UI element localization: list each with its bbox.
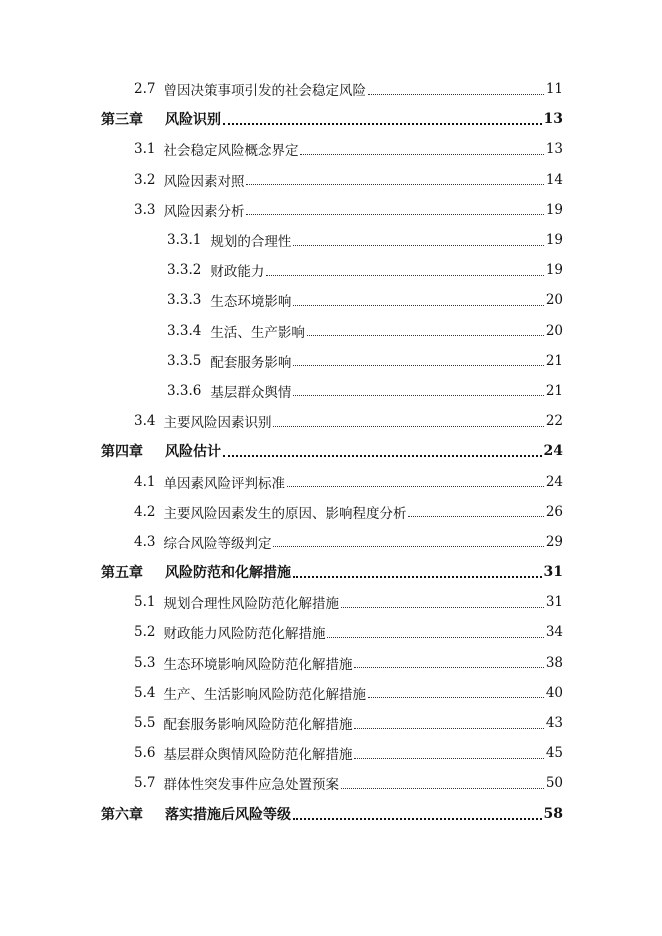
toc-entry-title: 落实措施后风险等级 <box>165 806 291 823</box>
toc-entry-number: 5.2 <box>134 624 156 641</box>
toc-entry-number: 3.3.4 <box>167 322 202 339</box>
toc-section-entry[interactable] <box>0 255 662 285</box>
toc-section-entry[interactable] <box>0 497 662 527</box>
toc-entry-number: 第五章 <box>101 565 143 582</box>
toc-entry-number: 第六章 <box>101 806 143 823</box>
toc-entry-title: 主要风险因素识别 <box>163 415 272 432</box>
toc-entry-page-number: 40 <box>545 684 563 701</box>
toc-entry-page-number: 31 <box>545 594 563 611</box>
toc-entry-title: 配套服务影响 <box>210 354 292 371</box>
dot-leader <box>408 515 543 517</box>
toc-entry-title: 风险因素对照 <box>163 173 245 190</box>
toc-entry-title: 生态环境影响 <box>210 294 292 311</box>
toc-entry-title: 基层群众舆情 <box>210 384 292 401</box>
toc-entry-number: 2.7 <box>134 81 156 98</box>
toc-section-entry[interactable] <box>0 708 662 738</box>
dot-leader <box>266 274 543 276</box>
toc-section-entry[interactable] <box>0 285 662 315</box>
toc-section-entry[interactable] <box>0 134 662 164</box>
toc-section-entry[interactable] <box>0 376 662 406</box>
dot-leader <box>246 183 543 185</box>
toc-entry-page-number: 45 <box>545 745 563 762</box>
toc-section-entry[interactable] <box>0 225 662 255</box>
dot-leader <box>223 454 542 457</box>
toc-entry-number: 4.2 <box>134 503 156 520</box>
dot-leader <box>341 787 544 789</box>
toc-entry-title: 单因素风险评判标准 <box>163 475 285 492</box>
toc-entry-number: 3.4 <box>134 413 156 430</box>
toc-entry-number: 3.3 <box>134 201 156 218</box>
toc-entry-title: 风险估计 <box>165 444 221 461</box>
toc-entry-page-number: 11 <box>545 81 563 98</box>
dot-leader <box>293 817 542 820</box>
toc-section-entry[interactable] <box>0 74 662 104</box>
dot-leader <box>300 153 543 155</box>
toc-chapter-entry[interactable] <box>0 557 662 587</box>
toc-entry-page-number: 20 <box>545 322 563 339</box>
toc-entry-page-number: 43 <box>545 715 563 732</box>
dot-leader <box>354 666 543 668</box>
toc-entry-title: 风险识别 <box>165 112 221 129</box>
toc-entry-title: 主要风险因素发生的原因、影响程度分析 <box>163 505 407 522</box>
toc-entry-title: 生态环境影响风险防范化解措施 <box>163 656 353 673</box>
toc-entry-title: 规划的合理性 <box>210 234 292 251</box>
toc-entry-number: 3.3.6 <box>167 382 202 399</box>
toc-entry-page-number: 19 <box>545 201 563 218</box>
toc-entry-number: 3.3.2 <box>167 262 202 279</box>
toc-section-entry[interactable] <box>0 527 662 557</box>
toc-entry-page-number: 20 <box>545 292 563 309</box>
toc-entry-title: 社会稳定风险概念界定 <box>163 143 299 160</box>
toc-section-entry[interactable] <box>0 648 662 678</box>
toc-section-entry[interactable] <box>0 738 662 768</box>
dot-leader <box>307 334 544 336</box>
dot-leader <box>273 545 543 547</box>
toc-section-entry[interactable] <box>0 678 662 708</box>
toc-section-entry[interactable] <box>0 617 662 647</box>
toc-entry-number: 4.3 <box>134 533 156 550</box>
dot-leader <box>293 244 543 246</box>
toc-entry-title: 风险因素分析 <box>163 203 245 220</box>
toc-entry-page-number: 19 <box>545 232 563 249</box>
toc-entry-title: 基层群众舆情风险防范化解措施 <box>163 747 353 764</box>
toc-entry-title: 群体性突发事件应急处置预案 <box>163 777 339 794</box>
toc-entry-title: 风险防范和化解措施 <box>165 565 291 582</box>
toc-entry-page-number: 34 <box>545 624 563 641</box>
toc-entry-number: 5.3 <box>134 654 156 671</box>
toc-entry-title: 财政能力 <box>210 264 265 281</box>
toc-entry-title: 配套服务影响风险防范化解措施 <box>163 717 353 734</box>
toc-entry-page-number: 14 <box>545 171 563 188</box>
dot-leader <box>246 213 543 215</box>
toc-entry-number: 5.6 <box>134 745 156 762</box>
toc-entry-number: 5.1 <box>134 594 156 611</box>
dot-leader <box>327 636 543 638</box>
toc-entry-number: 5.7 <box>134 775 156 792</box>
toc-entry-page-number: 21 <box>545 352 563 369</box>
toc-entry-title: 规划合理性风险防范化解措施 <box>163 596 339 613</box>
dot-leader <box>293 364 543 366</box>
toc-entry-page-number: 38 <box>545 654 563 671</box>
toc-entry-number: 5.5 <box>134 715 156 732</box>
dot-leader <box>354 757 543 759</box>
toc-section-entry[interactable] <box>0 406 662 436</box>
toc-section-entry[interactable] <box>0 466 662 496</box>
toc-section-entry[interactable] <box>0 768 662 798</box>
toc-entry-number: 4.1 <box>134 473 156 490</box>
toc-entry-title: 曾因决策事项引发的社会稳定风险 <box>163 83 366 100</box>
toc-chapter-entry[interactable] <box>0 799 662 829</box>
toc-entry-page-number: 31 <box>543 564 563 581</box>
toc-entry-page-number: 58 <box>543 805 563 822</box>
toc-entry-number: 3.3.5 <box>167 352 202 369</box>
toc-entry-page-number: 24 <box>543 443 563 460</box>
toc-entry-number: 3.3.3 <box>167 292 202 309</box>
dot-leader <box>293 304 543 306</box>
toc-entry-page-number: 19 <box>545 262 563 279</box>
toc-entry-title: 生产、生活影响风险防范化解措施 <box>163 686 366 703</box>
toc-entry-page-number: 13 <box>545 141 563 158</box>
dot-leader <box>287 485 544 487</box>
dot-leader <box>368 696 544 698</box>
toc-entry-number: 3.1 <box>134 141 156 158</box>
toc-entry-number: 3.2 <box>134 171 156 188</box>
toc-entry-page-number: 50 <box>545 775 563 792</box>
dot-leader <box>293 575 542 578</box>
toc-entry-number: 第四章 <box>101 444 143 461</box>
toc-entry-page-number: 13 <box>543 111 563 128</box>
dot-leader <box>293 394 543 396</box>
toc-entry-number: 3.3.1 <box>167 232 202 249</box>
toc-section-entry[interactable] <box>0 346 662 376</box>
dot-leader <box>368 93 544 95</box>
dot-leader <box>273 425 543 427</box>
dot-leader <box>223 122 542 125</box>
dot-leader <box>354 727 543 729</box>
toc-entry-number: 5.4 <box>134 684 156 701</box>
toc-section-entry[interactable] <box>0 165 662 195</box>
toc-section-entry[interactable] <box>0 195 662 225</box>
toc-entry-page-number: 29 <box>545 533 563 550</box>
toc-chapter-entry[interactable] <box>0 436 662 466</box>
toc-entry-title: 综合风险等级判定 <box>163 535 272 552</box>
toc-entry-page-number: 26 <box>545 503 563 520</box>
toc-entry-page-number: 22 <box>545 413 563 430</box>
toc-entry-title: 生活、生产影响 <box>210 324 305 341</box>
toc-section-entry[interactable] <box>0 316 662 346</box>
toc-entry-number: 第三章 <box>101 112 143 129</box>
table-of-contents <box>0 74 662 829</box>
toc-section-entry[interactable] <box>0 587 662 617</box>
toc-entry-title: 财政能力风险防范化解措施 <box>163 626 326 643</box>
toc-entry-page-number: 24 <box>545 473 563 490</box>
dot-leader <box>341 606 544 608</box>
toc-chapter-entry[interactable] <box>0 104 662 134</box>
toc-entry-page-number: 21 <box>545 382 563 399</box>
